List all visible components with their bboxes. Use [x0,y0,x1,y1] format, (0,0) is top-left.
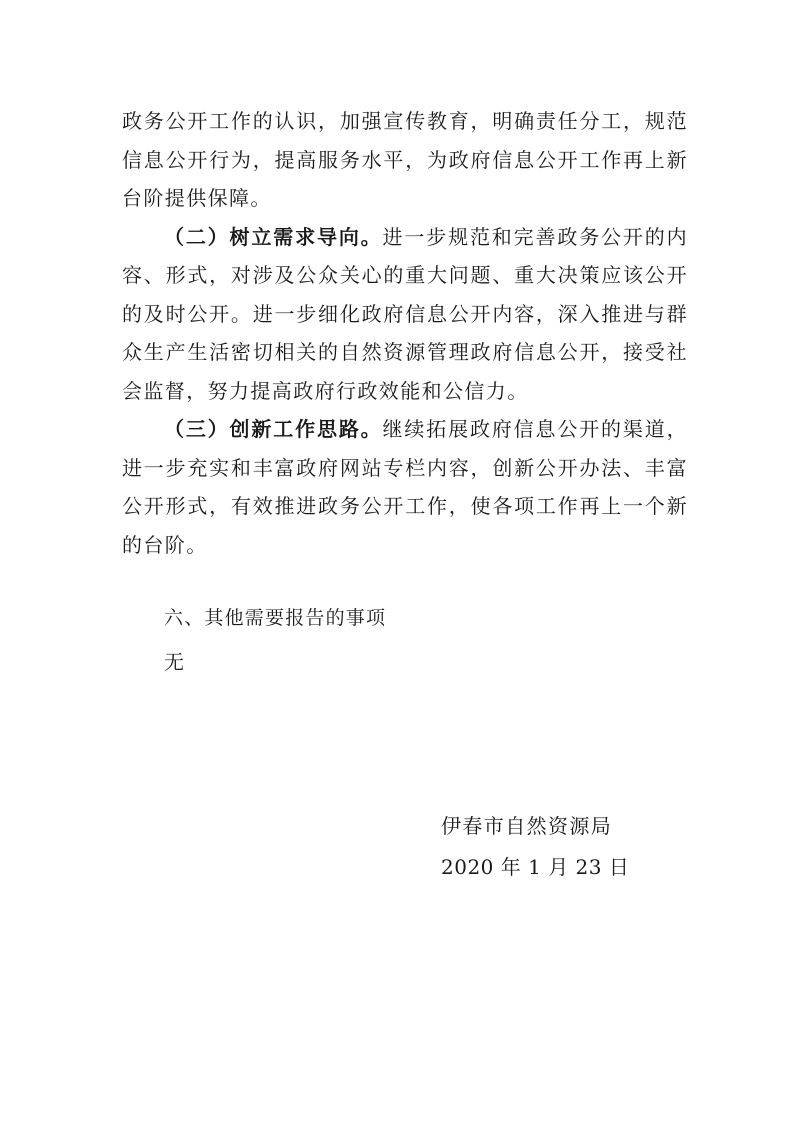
intro-paragraph: 政务公开工作的认识，加强宣传教育，明确责任分工，规范信息公开行为，提高服务水平，为政府信息公开工作再上新台阶提供保障。 [122,109,688,210]
section6-content: 无 [164,650,184,674]
item3-paragraph [122,410,688,564]
item2-text: 进一步规范和完善政务公开的内容、形式，对涉及公众关心的重大问题、重大决策应该公开的及时公开。进一步细化政府信息公开内容，深入推进与群众生产生活密切相关的自然资源管理政府信息公开，接受社会监督，努力提高政府行政效能和公信力。 [122,224,689,403]
section6-heading: 六、其他需要报告的事项 [164,607,387,629]
signature-date: 2020 年 1 月 23 日 [441,855,630,879]
item2-lead: （二）树立需求导向。 [164,224,383,249]
item3-lead: （三）创新工作思路。 [164,417,383,441]
item3-text: 继续拓展政府信息公开的渠道，进一步充实和丰富政府网站专栏内容，创新公开办法、丰富公开形式，有效推进政务公开工作，使各项工作再上一个新的台阶。 [122,417,689,557]
item2-paragraph [122,218,688,411]
signature-org: 伊春市自然资源局 [441,814,613,838]
body-text [122,102,688,564]
